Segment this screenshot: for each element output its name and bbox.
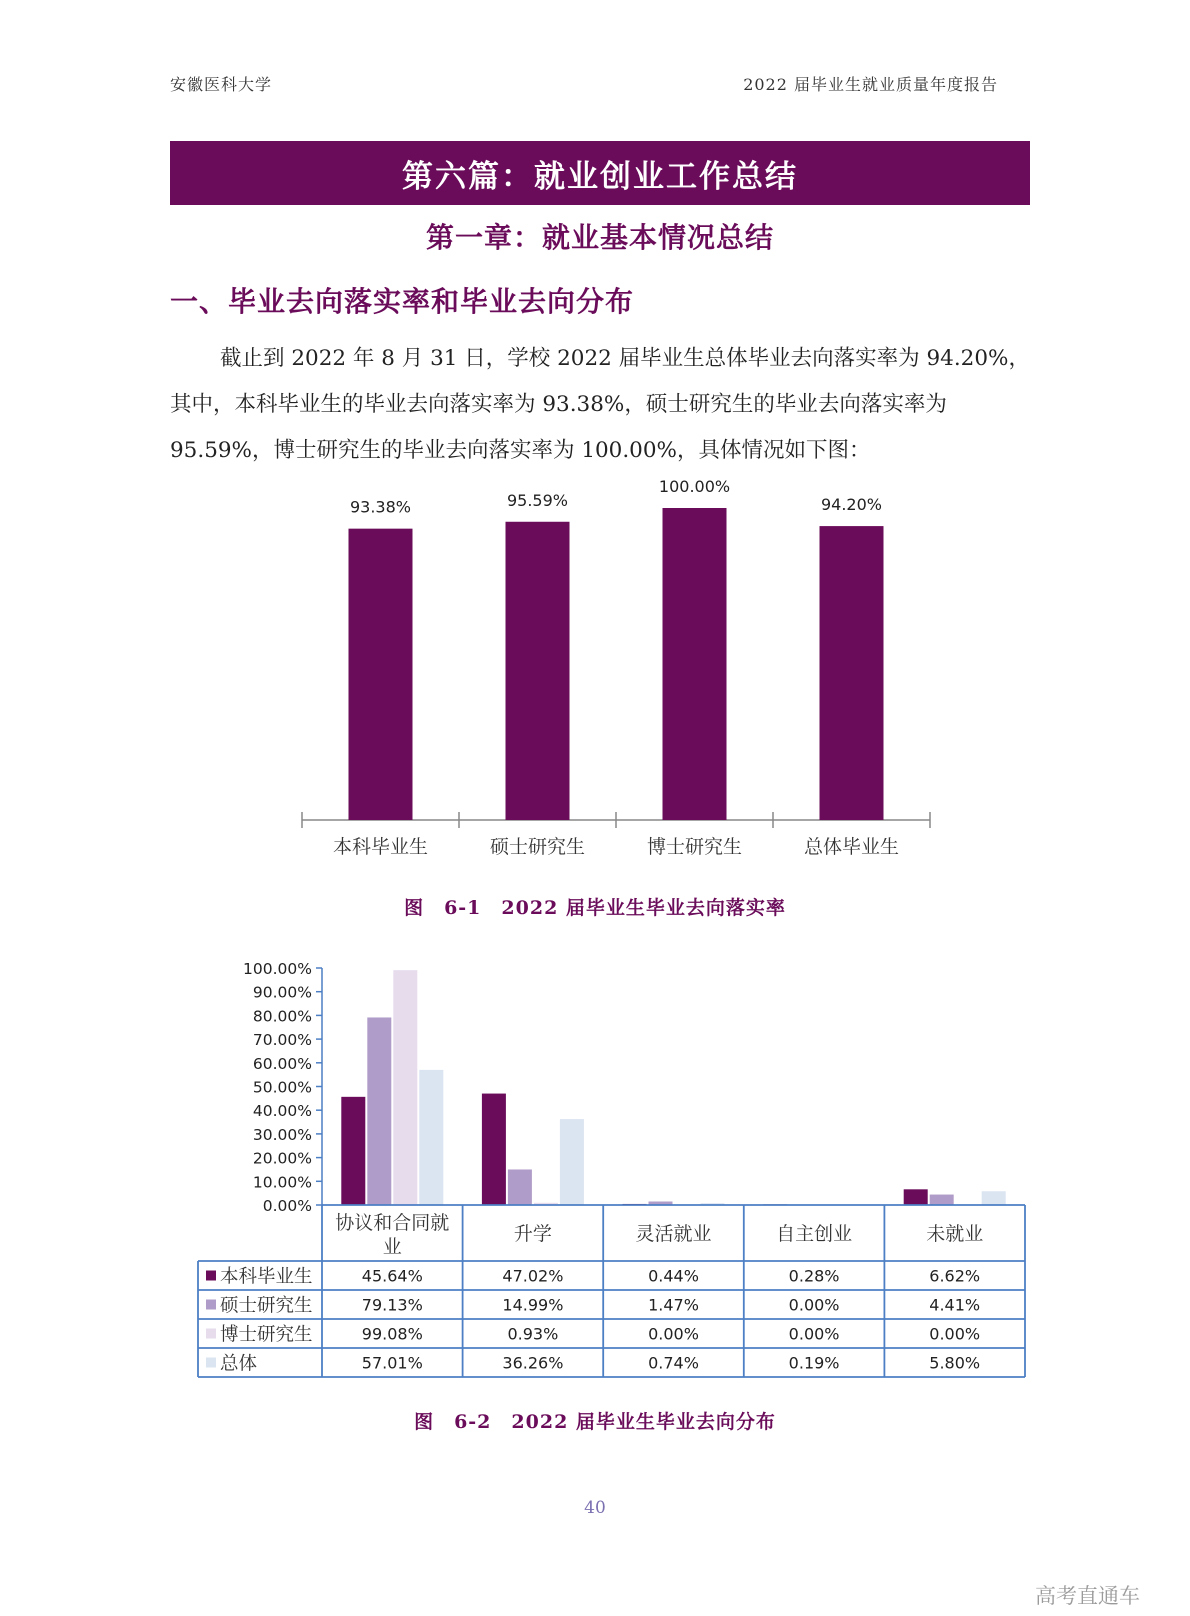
table-value: 0.00% [648, 1324, 699, 1344]
bar [663, 508, 727, 820]
bar-value-label: 93.38% [349, 497, 412, 517]
category-label: 升学 [513, 1223, 552, 1245]
category-label: 未就业 [926, 1223, 984, 1245]
header-report-title: 2022 届毕业生就业质量年度报告 [743, 75, 998, 94]
bar [560, 1119, 584, 1205]
table-value: 36.26% [502, 1353, 564, 1373]
table-value: 79.13% [361, 1295, 423, 1315]
table-value: 14.99% [502, 1295, 564, 1315]
figure1-caption: 图 6-1 2022 届毕业生毕业去向落实率 [404, 897, 786, 919]
y-tick-label: 70.00% [252, 1031, 312, 1050]
figure1-bar-chart [290, 470, 940, 870]
page-number: 40 [584, 1498, 606, 1518]
bar [419, 1070, 443, 1205]
y-tick-label: 90.00% [252, 983, 312, 1002]
x-tick-label: 硕士研究生 [489, 836, 586, 858]
y-tick-label: 40.00% [252, 1102, 312, 1121]
figure2-caption: 图 6-2 2022 届毕业生毕业去向分布 [414, 1411, 776, 1433]
table-value: 0.19% [788, 1353, 840, 1373]
table-value: 0.00% [929, 1324, 981, 1344]
bar-value-label: 94.20% [820, 495, 883, 515]
table-value: 5.80% [929, 1353, 981, 1373]
category-label: 灵活就业 [635, 1223, 712, 1245]
legend-swatch [206, 1271, 216, 1281]
legend-swatch [206, 1300, 216, 1310]
bar [904, 1189, 928, 1205]
bar [508, 1169, 532, 1205]
part-title: 第六篇：就业创业工作总结 [402, 158, 798, 195]
paragraph-line-1: 截止到 2022 年 8 月 31 日，学校 2022 届毕业生总体毕业去向落实率为 94.20%， [220, 346, 1030, 371]
y-tick-label: 80.00% [252, 1007, 312, 1026]
table-value: 45.64% [361, 1266, 423, 1286]
table-value: 0.44% [648, 1266, 699, 1286]
paragraph-line-2: 其中，本科毕业生的毕业去向落实率为 93.38%，硕士研究生的毕业去向落实率为 [170, 392, 947, 417]
legend-label: 硕士研究生 [220, 1295, 313, 1317]
bar [820, 526, 884, 820]
figure2-bar-chart-with-table [170, 950, 1050, 1400]
legend-swatch [206, 1358, 216, 1368]
legend-label: 博士研究生 [220, 1324, 313, 1346]
bar [367, 1017, 391, 1205]
x-tick-label: 总体毕业生 [803, 836, 900, 858]
legend-label: 本科毕业生 [220, 1266, 313, 1288]
table-value: 0.00% [788, 1324, 840, 1344]
table-value: 57.01% [361, 1353, 423, 1373]
table-value: 0.28% [788, 1266, 840, 1286]
legend-label: 总体 [220, 1353, 258, 1375]
bar [506, 522, 570, 820]
bar [349, 529, 413, 820]
y-tick-label: 60.00% [252, 1054, 312, 1073]
bar-value-label: 100.00% [658, 477, 731, 496]
category-label-line: 协议和合同就 [335, 1212, 450, 1234]
bar [393, 970, 417, 1205]
body-paragraph [170, 336, 1030, 474]
bar [930, 1195, 954, 1205]
y-tick-label: 50.00% [252, 1078, 312, 1097]
table-value: 6.62% [929, 1266, 981, 1286]
chapter-title: 第一章：就业基本情况总结 [425, 221, 774, 254]
bar [341, 1097, 365, 1205]
table-value: 4.41% [929, 1295, 981, 1315]
table-value: 1.47% [648, 1295, 699, 1315]
bar [482, 1094, 506, 1205]
watermark: 高考直通车 [1035, 1584, 1140, 1608]
y-tick-label: 20.00% [252, 1149, 312, 1168]
bar-value-label: 95.59% [506, 490, 569, 510]
y-tick-label: 10.00% [252, 1173, 312, 1192]
section-title: 一、毕业去向落实率和毕业去向分布 [170, 285, 635, 318]
table-value: 99.08% [361, 1324, 423, 1344]
bar [982, 1191, 1006, 1205]
table-value: 0.93% [507, 1324, 559, 1344]
part-title-banner [170, 141, 1030, 205]
y-tick-label: 0.00% [262, 1197, 312, 1215]
table-value: 0.00% [788, 1295, 840, 1315]
y-tick-label: 100.00% [243, 960, 312, 978]
legend-swatch [206, 1329, 216, 1339]
x-tick-label: 本科毕业生 [332, 836, 429, 858]
header-university: 安徽医科大学 [170, 75, 273, 94]
table-value: 47.02% [502, 1266, 564, 1286]
category-label: 自主创业 [776, 1223, 853, 1245]
category-label-line: 业 [382, 1236, 402, 1258]
y-tick-label: 30.00% [252, 1125, 312, 1144]
table-value: 0.74% [648, 1353, 699, 1373]
x-tick-label: 博士研究生 [646, 836, 743, 858]
paragraph-line-3: 95.59%，博士研究生的毕业去向落实率为 100.00%，具体情况如下图： [170, 438, 871, 463]
